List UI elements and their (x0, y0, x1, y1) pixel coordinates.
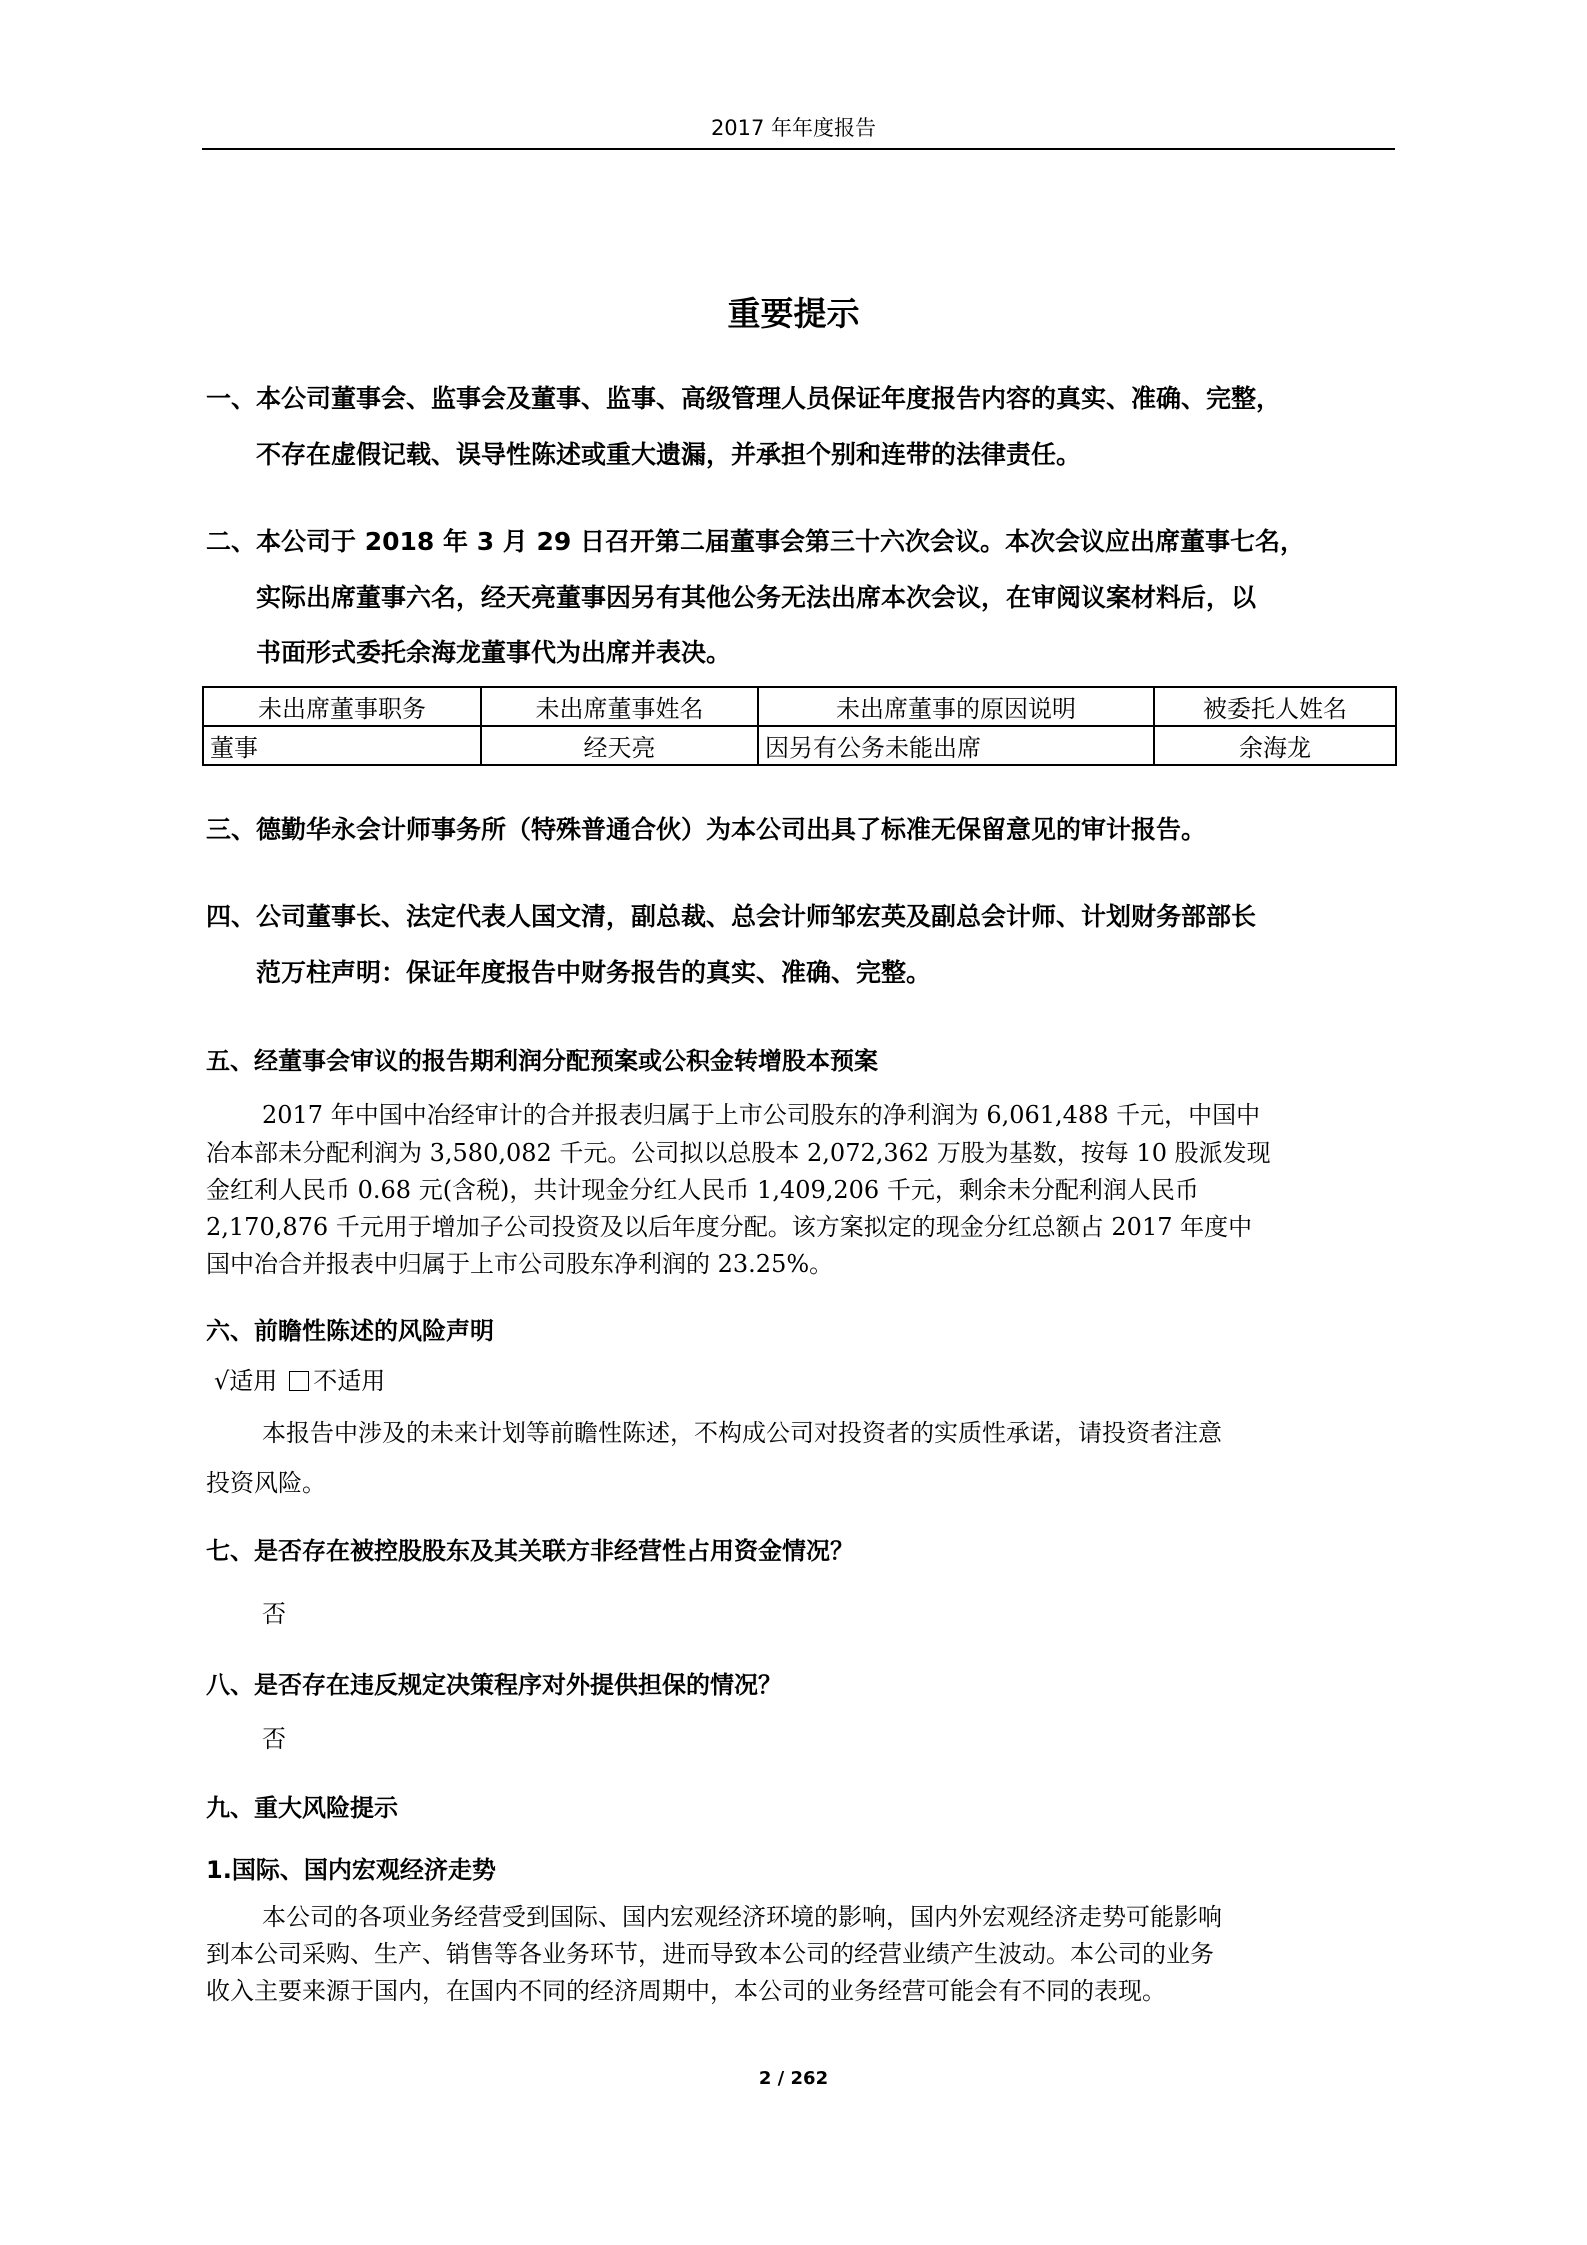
section-7-heading: 七、是否存在被控股股东及其关联方非经营性占用资金情况？ (206, 1537, 854, 1565)
section-8-answer: 否 (262, 1725, 286, 1753)
table-header-cell: 未出席董事职务 (203, 687, 481, 726)
section-2-line-1: 二、本公司于 2018 年 3 月 29 日召开第二届董事会第三十六次会议。本次会议应出席董事七名， (206, 527, 1305, 556)
section-6-para-line: 本报告中涉及的未来计划等前瞻性陈述，不构成公司对投资者的实质性承诺，请投资者注意 (262, 1419, 1222, 1447)
table-cell: 经天亮 (481, 726, 758, 765)
section-4-line-2: 范万柱声明：保证年度报告中财务报告的真实、准确、完整。 (256, 958, 932, 987)
section-6-para-line: 投资风险。 (206, 1469, 326, 1497)
section-5-para-line: 国中冶合并报表中归属于上市公司股东净利润的 23.25%。 (206, 1250, 834, 1278)
table-cell: 因另有公务未能出席 (758, 726, 1154, 765)
header-divider (202, 148, 1395, 150)
running-header: 2017 年年度报告 (710, 116, 877, 140)
table-header-row (203, 687, 1396, 726)
section-5-para-line: 2,170,876 千元用于增加子公司投资及以后年度分配。该方案拟定的现金分红总额占 2017 年度中 (206, 1213, 1253, 1241)
section-4-line-1: 四、公司董事长、法定代表人国文清，副总裁、总会计师邹宏英及副总会计师、计划财务部部长 (206, 902, 1257, 931)
table-header-cell: 被委托人姓名 (1154, 687, 1396, 726)
section-9-para-line: 收入主要来源于国内，在国内不同的经济周期中，本公司的业务经营可能会有不同的表现。 (206, 1977, 1166, 2005)
check-icon: √ (214, 1367, 230, 1395)
section-9-para-line: 到本公司采购、生产、销售等各业务环节，进而导致本公司的经营业绩产生波动。本公司的业务 (206, 1940, 1214, 1968)
section-6-heading: 六、前瞻性陈述的风险声明 (206, 1317, 494, 1345)
section-5-para-line: 2017 年中国中冶经审计的合并报表归属于上市公司股东的净利润为 6,061,488 千元，中国中 (262, 1101, 1261, 1129)
section-8-heading: 八、是否存在违反规定决策程序对外提供担保的情况？ (206, 1671, 782, 1699)
section-1-line-2: 不存在虚假记载、误导性陈述或重大遗漏，并承担个别和连带的法律责任。 (256, 440, 1082, 469)
section-7-answer: 否 (262, 1600, 286, 1628)
absent-directors-table (202, 686, 1397, 766)
section-5-para-line: 冶本部未分配利润为 3,580,082 千元。公司拟以总股本 2,072,362 万股为基数，按每 10 股派发现 (206, 1139, 1271, 1167)
table-header-cell: 未出席董事姓名 (481, 687, 758, 726)
section-3-line-1: 三、德勤华永会计师事务所（特殊普通合伙）为本公司出具了标准无保留意见的审计报告。 (206, 815, 1207, 844)
section-2-line-3: 书面形式委托余海龙董事代为出席并表决。 (256, 638, 732, 667)
section-9-heading: 九、重大风险提示 (206, 1794, 398, 1822)
table-cell: 董事 (203, 726, 481, 765)
section-1-line-1: 一、本公司董事会、监事会及董事、监事、高级管理人员保证年度报告内容的真实、准确、完整， (206, 384, 1282, 413)
not-applicable-label: 不适用 (313, 1367, 386, 1395)
table-row (203, 726, 1396, 765)
section-9-subheading: 1.国际、国内宏观经济走势 (206, 1856, 496, 1884)
applicable-label: 适用 (229, 1367, 278, 1395)
table-cell: 余海龙 (1154, 726, 1396, 765)
section-5-para-line: 金红利人民币 0.68 元(含税)，共计现金分红人民币 1,409,206 千元，剩余未分配利润人民币 (206, 1176, 1199, 1204)
section-9-para-line: 本公司的各项业务经营受到国际、国内宏观经济环境的影响，国内外宏观经济走势可能影响 (262, 1903, 1222, 1931)
table-header-cell: 未出席董事的原因说明 (758, 687, 1154, 726)
checkbox-empty-icon (289, 1371, 309, 1391)
applicability-options (206, 1361, 385, 1396)
page-number: 2 / 262 (758, 2068, 829, 2089)
section-2-line-2: 实际出席董事六名，经天亮董事因另有其他公务无法出席本次会议，在审阅议案材料后，以 (256, 583, 1257, 612)
page-title: 重要提示 (727, 294, 860, 333)
section-5-heading: 五、经董事会审议的报告期利润分配预案或公积金转增股本预案 (206, 1047, 878, 1075)
